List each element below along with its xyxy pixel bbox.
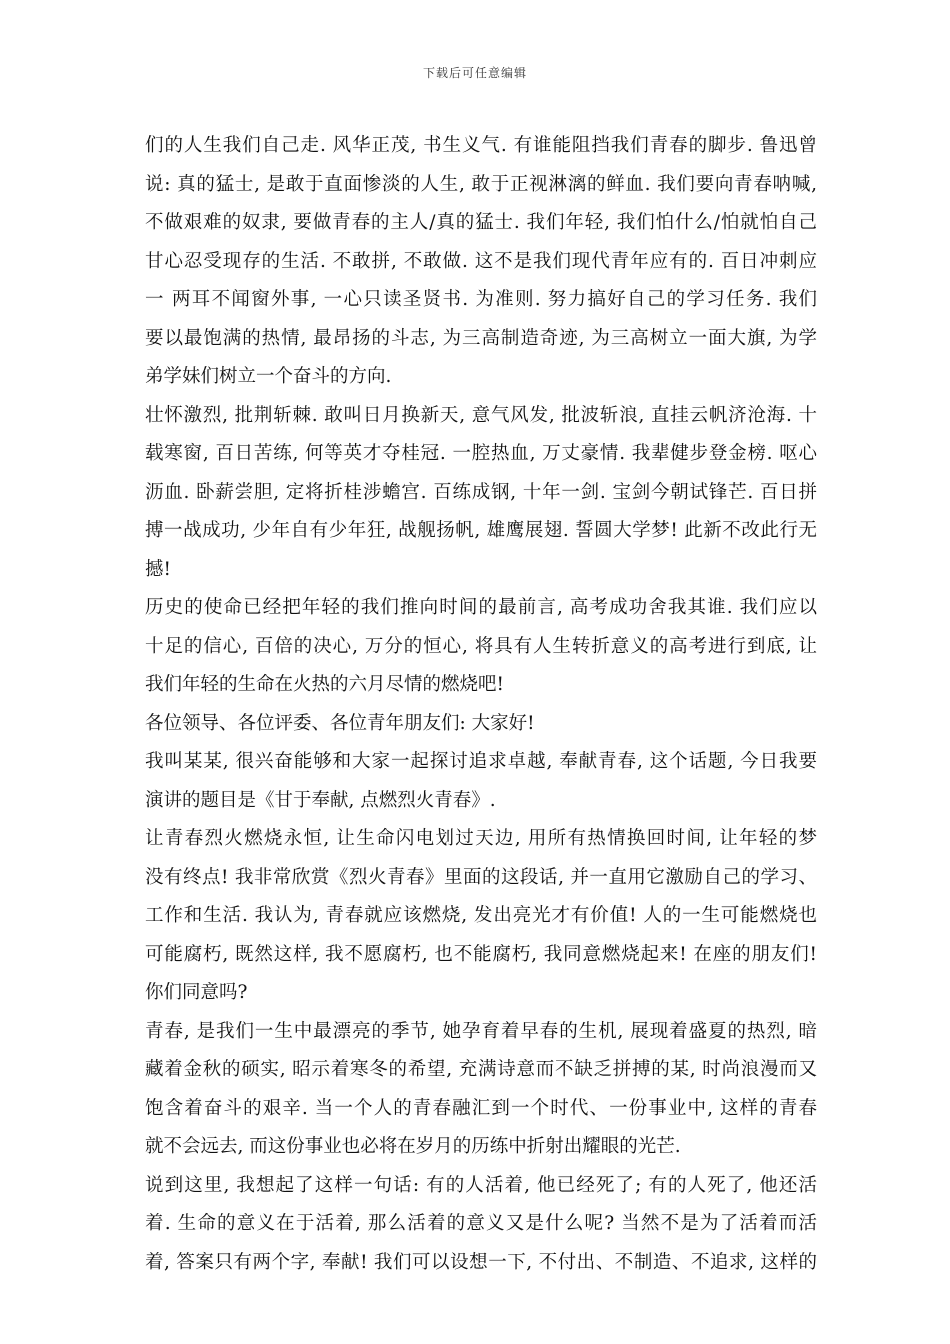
text-line: 撼! (145, 558, 171, 580)
text-line: 一 两耳不闻窗外事, 一心只读圣贤书. 为准则. 努力搞好自己的学习任务. 我们 (145, 289, 817, 310)
text-line: 饱含着奋斗的艰辛. 当一个人的青春融汇到一个时代、一份事业中, 这样的青春 (145, 1097, 817, 1119)
text-line: 我们年轻的生命在火热的六月尽情的燃烧吧! (145, 674, 504, 695)
text-line: 没有终点! 我非常欣赏《烈火青春》里面的这段话, 并一直用它激励自己的学习、 (145, 866, 817, 888)
text-line: 说到这里, 我想起了这样一句话: 有的人活着, 他已经死了; 有的人死了, 他还活 (145, 1174, 817, 1196)
text-line: 你们同意吗? (145, 982, 248, 1003)
text-line: 藏着金秋的硕实, 昭示着寒冬的希望, 充满诗意而不缺乏拼搏的某, 时尚浪漫而又 (145, 1059, 817, 1080)
text-line: 甘心忍受现存的生活. 不敢拼, 不敢做. 这不是我们现代青年应有的. 百日冲刺应 (145, 250, 817, 272)
page-header-note: 下载后可任意编辑 (422, 66, 527, 80)
text-line: 就不会远去, 而这份事业也必将在岁月的历练中折射出耀眼的光芒. (145, 1136, 681, 1157)
text-line: 历史的使命已经把年轻的我们推向时间的最前言, 高考成功舍我其谁. 我们应以 (145, 597, 817, 618)
text-line: 十足的信心, 百倍的决心, 万分的恒心, 将具有人生转折意义的高考进行到底, 让 (145, 635, 817, 657)
text-line: 着, 答案只有两个字, 奉献! 我们可以设想一下, 不付出、不制造、不追求, 这样的 (145, 1251, 817, 1273)
text-line: 搏一战成功, 少年自有少年狂, 战舰扬帆, 雄鹰展翅. 誓圆大学梦! 此新不改此行无 (145, 520, 817, 541)
text-line: 各位领导、各位评委、各位青年朋友们: 大家好! (145, 712, 535, 734)
document-body (145, 127, 817, 1282)
text-line: 可能腐朽, 既然这样, 我不愿腐朽, 也不能腐朽, 我同意燃烧起来! 在座的朋友们! (145, 943, 817, 965)
text-line: 着. 生命的意义在于活着, 那么活着的意义又是什么呢? 当然不是为了活着而活 (145, 1213, 817, 1234)
text-line: 们的人生我们自己走. 风华正茂, 书生义气. 有谁能阻挡我们青春的脚步. 鲁迅曾 (145, 135, 817, 156)
text-line: 演讲的题目是《甘于奉献, 点燃烈火青春》. (145, 789, 496, 811)
text-line: 弟学妹们树立一个奋斗的方向. (145, 366, 392, 387)
text-line: 说: 真的猛士, 是敢于直面惨淡的人生, 敢于正视淋漓的鲜血. 我们要向青春呐喊, (145, 173, 817, 195)
text-line: 壮怀激烈, 批荆斩棘. 敢叫日月换新天, 意气风发, 批波斩浪, 直挂云帆济沧海. 十 (145, 404, 817, 426)
text-line: 青春, 是我们一生中最漂亮的季节, 她孕育着早春的生机, 展现着盛夏的热烈, 暗 (145, 1020, 817, 1042)
text-line: 沥血. 卧薪尝胆, 定将折桂涉蟾宫. 百练成钢, 十年一剑. 宝剑今朝试锋芒. 百日拼 (145, 481, 817, 503)
text-line: 载寒窗, 百日苦练, 何等英才夺桂冠. 一腔热血, 万丈豪情. 我辈健步登金榜. 呕心 (145, 443, 817, 464)
text-line: 要以最饱满的热情, 最昂扬的斗志, 为三高制造奇迹, 为三高树立一面大旗, 为学 (145, 327, 817, 349)
text-line: 工作和生活. 我认为, 青春就应该燃烧, 发出亮光才有价值! 人的一生可能燃烧也 (145, 905, 817, 926)
text-line: 让青春烈火燃烧永恒, 让生命闪电划过天边, 用所有热情换回时间, 让年轻的梦 (145, 828, 817, 849)
text-line: 我叫某某, 很兴奋能够和大家一起探讨追求卓越, 奉献青春, 这个话题, 今日我要 (145, 751, 817, 772)
text-line: 不做艰难的奴隶, 要做青春的主人/真的猛士. 我们年轻, 我们怕什么/怕就怕自己 (145, 212, 817, 233)
